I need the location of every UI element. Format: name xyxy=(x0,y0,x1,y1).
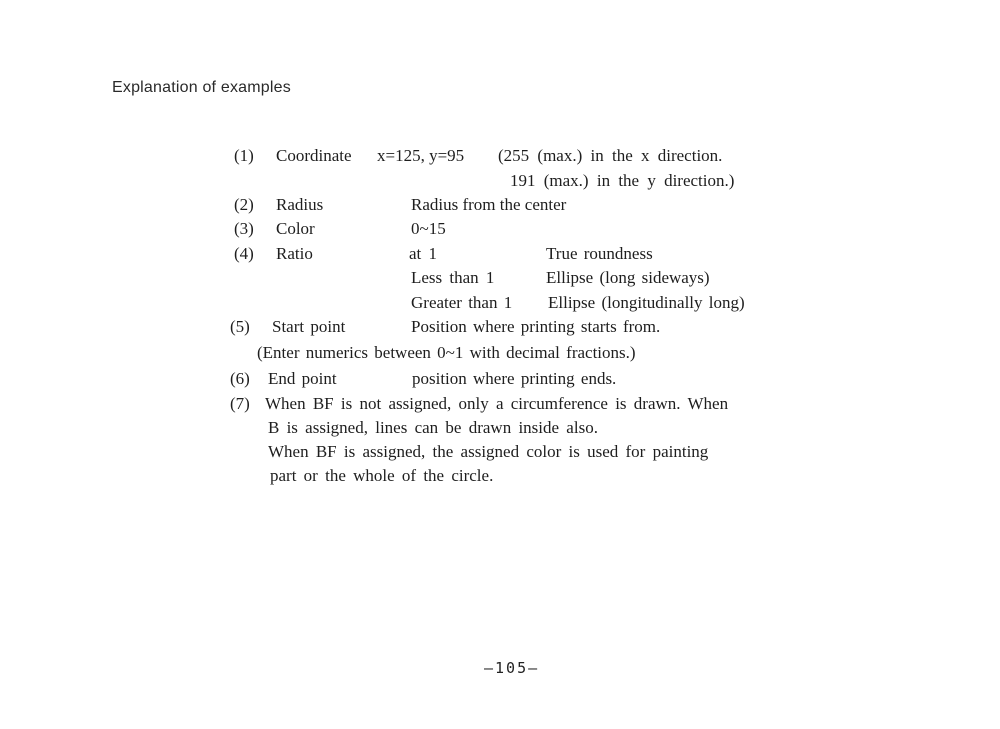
item-number-coordinate: (1) xyxy=(234,146,254,165)
item-term-end-point: End point xyxy=(268,369,337,388)
page-number: –105– xyxy=(484,659,540,677)
ratio-result: Ellipse (long sideways) xyxy=(546,268,710,287)
section-heading: Explanation of examples xyxy=(112,79,291,96)
item-term-coordinate: Coordinate xyxy=(276,146,352,165)
item-number-ratio: (4) xyxy=(234,244,254,263)
ratio-result: True roundness xyxy=(546,244,653,263)
coordinate-value: x=125, y=95 xyxy=(377,146,465,165)
start-point-note: (Enter numerics between 0~1 with decimal fractions.) xyxy=(257,343,636,362)
item-number-end-point: (6) xyxy=(230,369,250,388)
item-desc-start-point: Position where printing starts from. xyxy=(411,317,661,336)
ratio-condition: at 1 xyxy=(409,244,438,263)
coordinate-y-max: 191 (max.) in the y direction.) xyxy=(510,171,735,190)
item-number-color: (3) xyxy=(234,219,254,238)
item-number-start-point: (5) xyxy=(230,317,250,336)
item-desc-end-point: position where printing ends. xyxy=(412,369,617,388)
ratio-condition: Less than 1 xyxy=(411,268,495,287)
bf-line: When BF is not assigned, only a circumference is drawn. When xyxy=(265,394,729,413)
ratio-condition: Greater than 1 xyxy=(411,293,513,312)
bf-line: When BF is assigned, the assigned color is used for painting xyxy=(268,442,709,461)
item-number-bf: (7) xyxy=(230,394,250,413)
item-term-start-point: Start point xyxy=(272,317,346,336)
item-term-radius: Radius xyxy=(276,195,324,214)
item-number-radius: (2) xyxy=(234,195,254,214)
item-desc-radius: Radius from the center xyxy=(411,195,567,214)
item-term-color: Color xyxy=(276,219,315,238)
bf-line: part or the whole of the circle. xyxy=(270,466,494,485)
item-desc-color: 0~15 xyxy=(411,219,446,238)
bf-line: B is assigned, lines can be drawn inside also. xyxy=(268,418,598,437)
coordinate-x-max: (255 (max.) in the x direction. xyxy=(498,146,723,165)
ratio-result: Ellipse (longitudinally long) xyxy=(548,293,745,312)
item-term-ratio: Ratio xyxy=(276,244,313,263)
